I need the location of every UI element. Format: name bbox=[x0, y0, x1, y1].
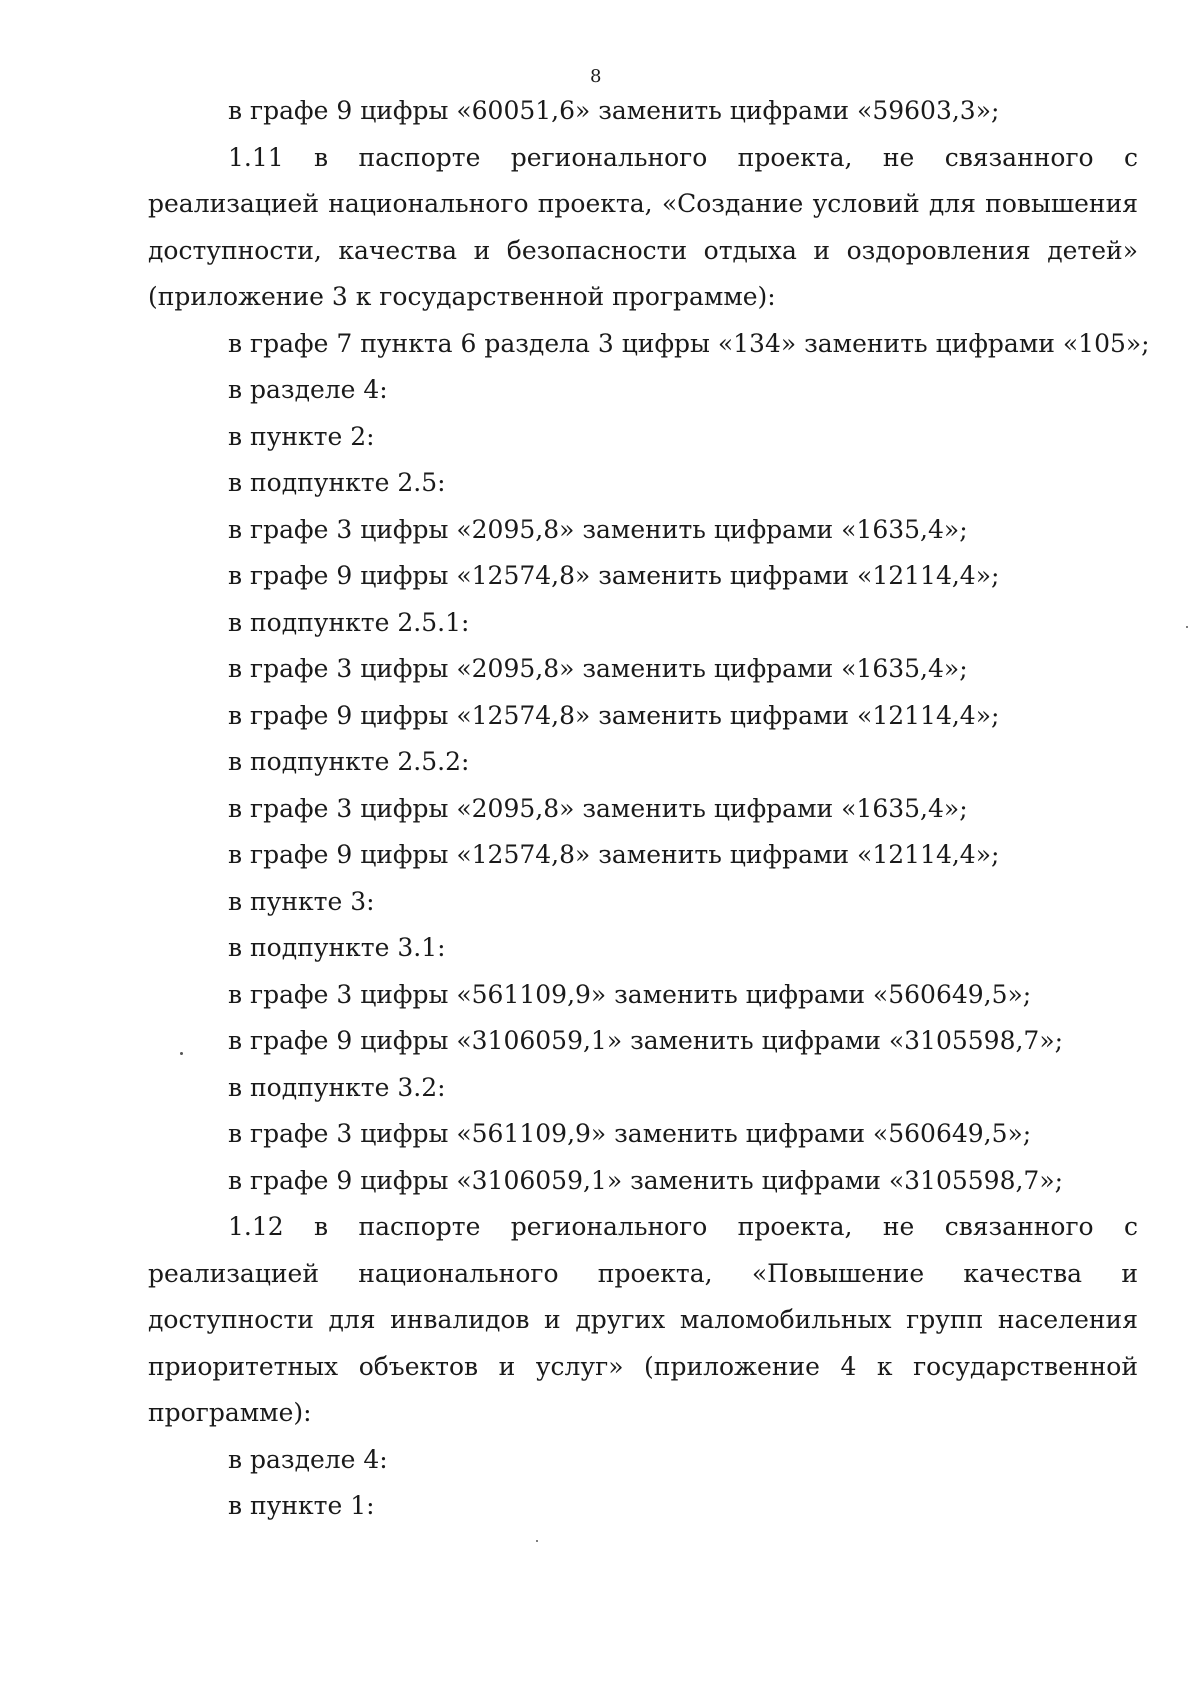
text-line: в графе 9 цифры «12574,8» заменить цифрами «12114,4»; bbox=[228, 840, 1000, 869]
text-line: в графе 9 цифры «3106059,1» заменить цифрами «3105598,7»; bbox=[228, 1026, 1064, 1055]
text-line: в графе 9 цифры «3106059,1» заменить цифрами «3105598,7»; bbox=[228, 1165, 1064, 1195]
scan-speck bbox=[536, 1540, 538, 1542]
text-line: в пункте 1: bbox=[228, 1491, 375, 1520]
scan-speck bbox=[1186, 626, 1188, 628]
text-line: в подпункте 2.5.2: bbox=[228, 747, 470, 776]
document-body bbox=[148, 88, 1150, 1530]
scan-speck bbox=[180, 1052, 183, 1055]
text-line: в разделе 4: bbox=[228, 375, 388, 404]
text-line: в графе 9 цифры «12574,8» заменить цифрами «12114,4»; bbox=[228, 561, 1000, 590]
text-line: в пункте 3: bbox=[228, 886, 375, 916]
text-line: в подпункте 2.5: bbox=[228, 468, 446, 497]
text-line: в графе 3 цифры «2095,8» заменить цифрами «1635,4»; bbox=[228, 654, 968, 683]
text-line: в подпункте 3.2: bbox=[228, 1072, 446, 1102]
text-line: в подпункте 3.1: bbox=[228, 933, 446, 962]
text-line: в разделе 4: bbox=[228, 1444, 388, 1474]
text-line: в пункте 2: bbox=[228, 421, 375, 451]
text-line: в подпункте 2.5.1: bbox=[228, 607, 470, 637]
page-number: 8 bbox=[590, 66, 602, 87]
text-line: в графе 7 пункта 6 раздела 3 цифры «134» заменить цифрами «105»; bbox=[228, 328, 1150, 358]
text-line: в графе 3 цифры «561109,9» заменить цифрами «560649,5»; bbox=[228, 1119, 1032, 1148]
text-line: в графе 9 цифры «12574,8» заменить цифрами «12114,4»; bbox=[228, 700, 1000, 730]
text-line: в графе 3 цифры «2095,8» заменить цифрами «1635,4»; bbox=[228, 514, 968, 544]
text-line: в графе 3 цифры «2095,8» заменить цифрами «1635,4»; bbox=[228, 793, 968, 823]
paragraph: 1.12 в паспорте регионального проекта, не связанного с реализацией национального проекта, «Повышение качества и доступности для инвалидов и других маломобильных групп населения приоритетных объектов и услуг» (приложение 4 к государственной программе): bbox=[148, 1212, 1138, 1427]
text-line: в графе 3 цифры «561109,9» заменить цифрами «560649,5»; bbox=[228, 979, 1032, 1009]
text-line: в графе 9 цифры «60051,6» заменить цифрами «59603,3»; bbox=[228, 96, 1000, 125]
paragraph: 1.11 в паспорте регионального проекта, не связанного с реализацией национального проекта, «Создание условий для повышения доступности, качества и безопасности отдыха и оздоровления детей» (приложение 3 к государственной программе): bbox=[148, 142, 1138, 311]
